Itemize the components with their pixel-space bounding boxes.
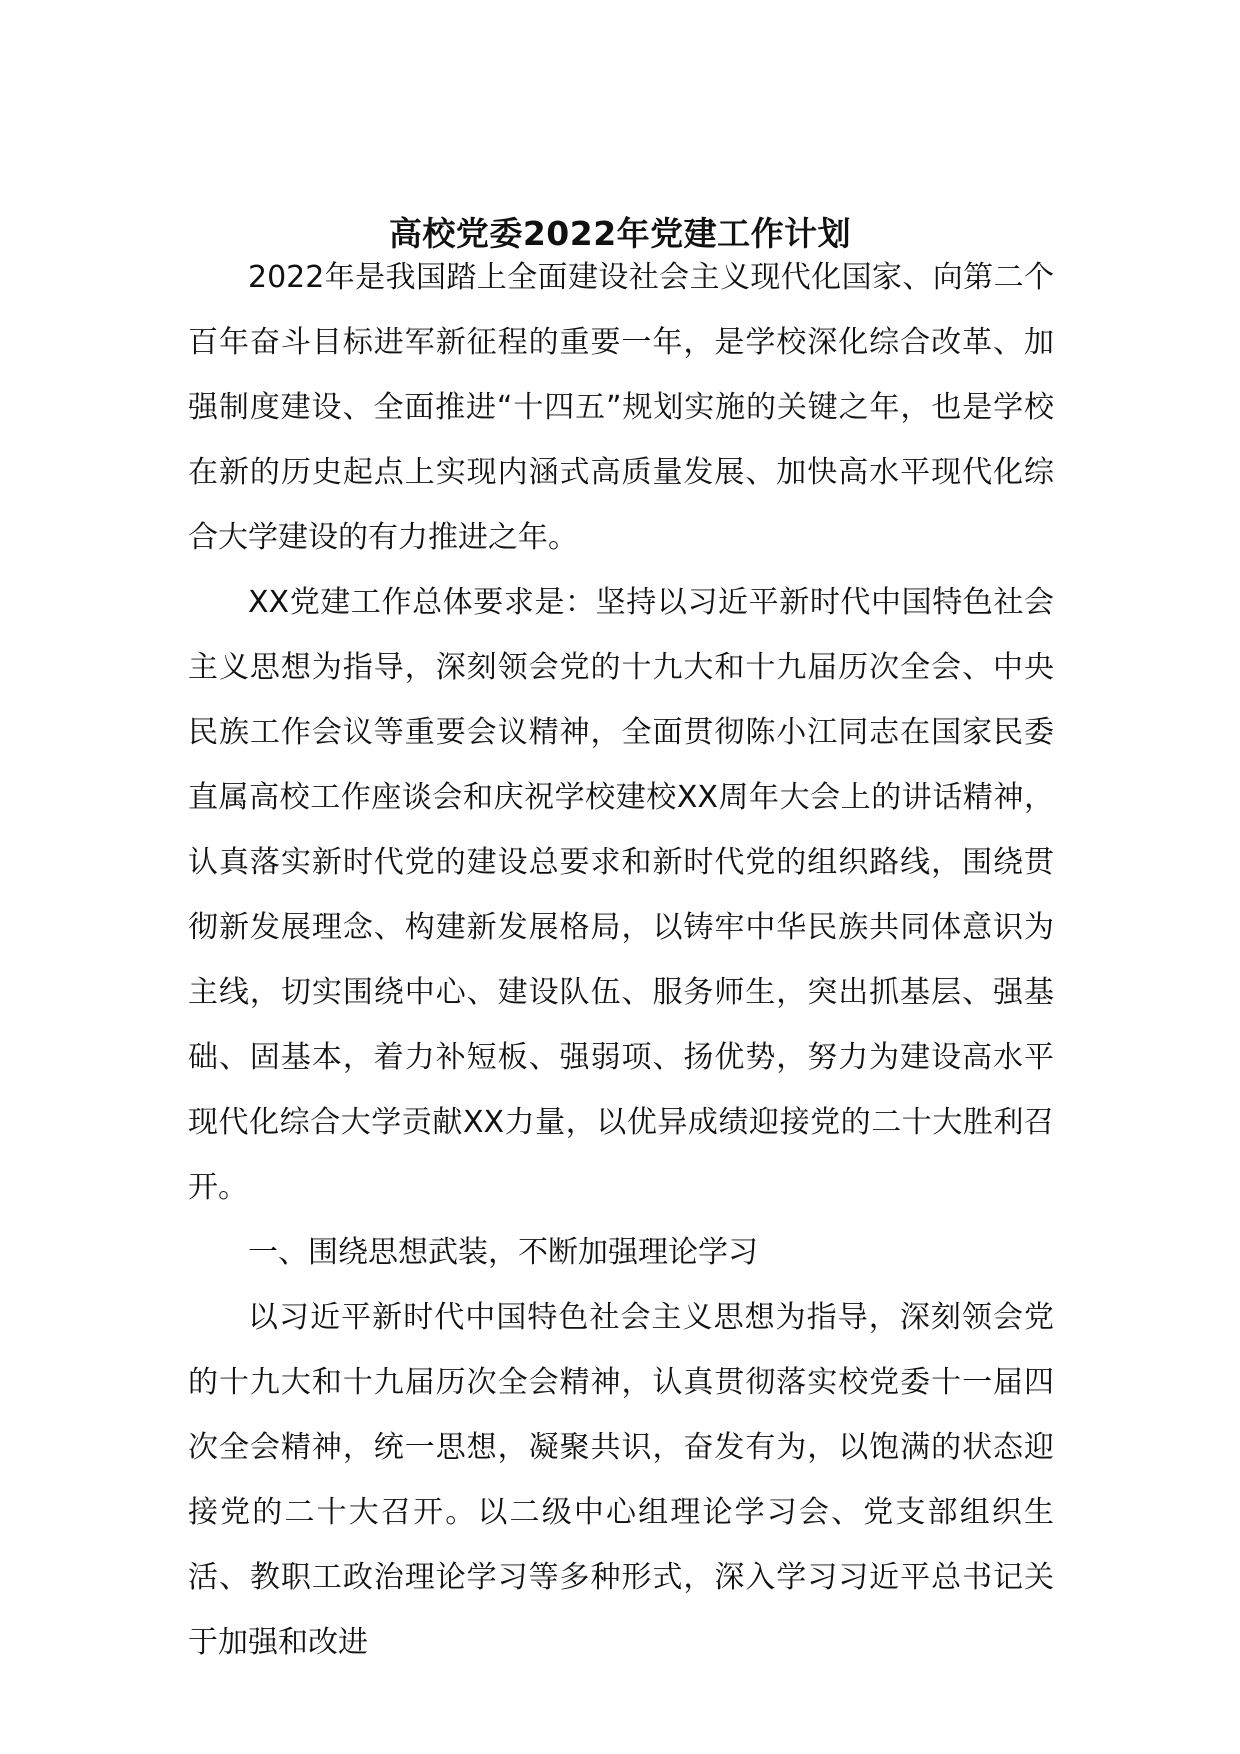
section-heading-1: 一、围绕思想武装，不断加强理论学习 bbox=[248, 1235, 758, 1270]
document-title: 高校党委2022年党建工作计划 bbox=[388, 214, 852, 254]
document-body bbox=[188, 245, 1054, 1675]
paragraph-overall-requirements: XX党建工作总体要求是：坚持以习近平新时代中国特色社会主义思想为指导，深刻领会党的十九大和十九届历次全会、中央民族工作会议等重要会议精神，全面贯彻陈小江同志在国家民委直属高校工作座谈会和庆祝学校建校XX周年大会上的讲话精神，认真落实新时代党的建设总要求和新时代党的组织路线，围绕贯彻新发展理念、构建新发展格局，以铸牢中华民族共同体意识为主线，切实围绕中心、建设队伍、服务师生，突出抓基层、强基础、固基本，着力补短板、强弱项、扬优势，努力为建设高水平现代化综合大学贡献XX力量，以优异成绩迎接党的二十大胜利召开。 bbox=[188, 585, 1054, 1205]
paragraph-intro: 2022年是我国踏上全面建设社会主义现代化国家、向第二个百年奋斗目标进军新征程的重要一年，是学校深化综合改革、加强制度建设、全面推进“十四五”规划实施的关键之年，也是学校在新的历史起点上实现内涵式高质量发展、加快高水平现代化综合大学建设的有力推进之年。 bbox=[188, 260, 1054, 555]
paragraph-theory-study: 以习近平新时代中国特色社会主义思想为指导，深刻领会党的十九大和十九届历次全会精神，认真贯彻落实校党委十一届四次全会精神，统一思想，凝聚共识，奋发有为，以饱满的状态迎接党的二十大召开。以二级中心组理论学习会、党支部组织生活、教职工政治理论学习等多种形式，深入学习习近平总书记关于加强和改进 bbox=[188, 1300, 1054, 1660]
